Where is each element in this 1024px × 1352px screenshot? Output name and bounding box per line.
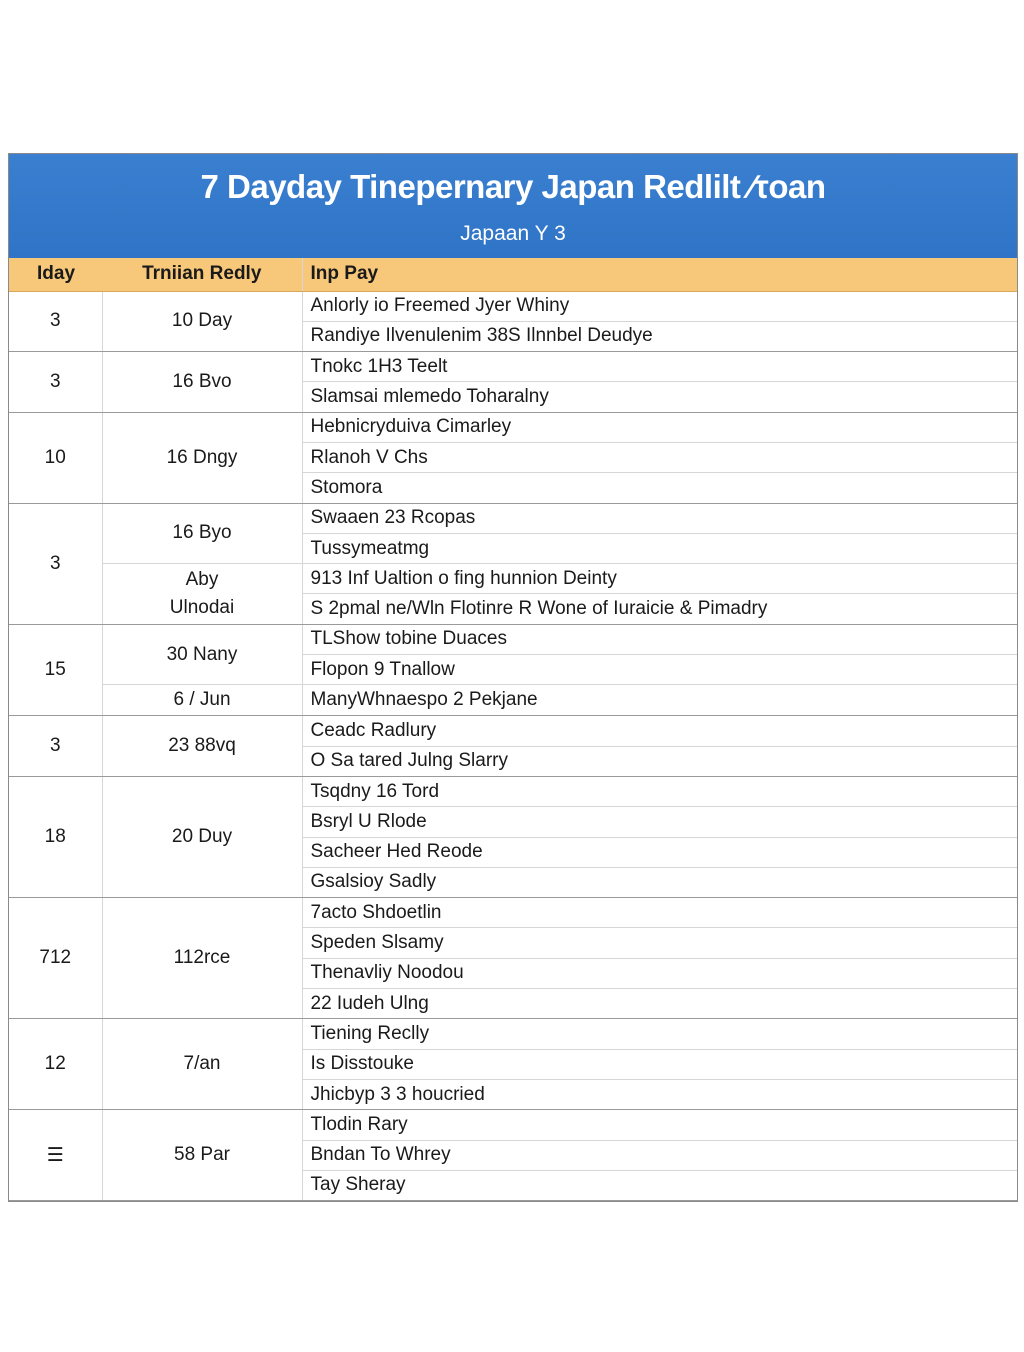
table-row [9, 564, 1017, 594]
activity-cell: Randiye Ilvenulenim 38S Ilnnbel Deudye [302, 321, 1017, 351]
page-subtitle: Japaan Y 3 [460, 222, 566, 245]
itinerary-sheet [8, 153, 1018, 1202]
activity-cell: Swaaen 23 Rcopas [302, 503, 1017, 533]
table-row [9, 685, 1017, 716]
activity-cell: Tussymeatmg [302, 533, 1017, 563]
itinerary-table [9, 258, 1017, 1201]
activity-cell: Speden Slsamy [302, 928, 1017, 958]
activity-cell: Tsqdny 16 Tord [302, 776, 1017, 806]
day-cell: 3 [9, 291, 102, 352]
title-banner [9, 154, 1017, 258]
activity-cell: Jhicbyp 3 3 houcried [302, 1079, 1017, 1109]
table-row [9, 291, 1017, 321]
table-header-row [9, 258, 1017, 291]
day-cell: 10 [9, 412, 102, 503]
activity-cell: Tnokc 1H3 Teelt [302, 352, 1017, 382]
activity-cell: ManyWhnaespo 2 Pekjane [302, 685, 1017, 716]
activity-cell: Bndan To Whrey [302, 1140, 1017, 1170]
table-row [9, 1019, 1017, 1049]
table-row [9, 412, 1017, 442]
table-body [9, 291, 1017, 1201]
day-cell: 3 [9, 352, 102, 413]
train-cell: 16 Dngy [102, 412, 302, 503]
table-row [9, 352, 1017, 382]
table-row [9, 776, 1017, 806]
activity-cell: Tlodin Rary [302, 1110, 1017, 1140]
activity-cell: Tay Sheray [302, 1170, 1017, 1200]
activity-cell: Bsryl U Rlode [302, 807, 1017, 837]
activity-cell: 913 Inf Ualtion o fing hunnion Deinty [302, 564, 1017, 594]
column-header-train: Trniian Redly [102, 258, 302, 291]
train-cell: 7/an [102, 1019, 302, 1110]
table-row [9, 716, 1017, 746]
column-header-day: Iday [9, 258, 102, 291]
day-cell: 3 [9, 716, 102, 777]
train-cell: Aby Ulnodai [102, 564, 302, 625]
train-cell: 16 Byo [102, 503, 302, 564]
activity-cell: 22 Iudeh Ulng [302, 989, 1017, 1019]
activity-cell: Slamsai mlemedo Toharalny [302, 382, 1017, 412]
table-row [9, 503, 1017, 533]
activity-cell: Rlanoh V Chs [302, 442, 1017, 472]
train-cell: 112rce [102, 898, 302, 1019]
train-cell: 23 88vq [102, 716, 302, 777]
train-cell: 58 Par [102, 1110, 302, 1201]
activity-cell: S 2pmal ne/Wln Flotinre R Wone of Iuraicie & Pimadry [302, 594, 1017, 624]
page-title: 7 Dayday Tinepernary Japan Redlilt ∕τoan [200, 168, 826, 205]
day-cell: 712 [9, 898, 102, 1019]
day-cell: 15 [9, 624, 102, 716]
activity-cell: Tiening Reclly [302, 1019, 1017, 1049]
day-cell: 18 [9, 776, 102, 897]
day-cell: 12 [9, 1019, 102, 1110]
activity-cell: Stomora [302, 473, 1017, 503]
activity-cell: Flopon 9 Tnallow [302, 655, 1017, 685]
activity-cell: Anlorly io Freemed Jyer Whiny [302, 291, 1017, 321]
activity-cell: Thenavliy Noodou [302, 958, 1017, 988]
table-row [9, 624, 1017, 654]
day-cell: 3 [9, 503, 102, 624]
activity-cell: Ceadc Radlury [302, 716, 1017, 746]
activity-cell: Is Disstouke [302, 1049, 1017, 1079]
train-cell: 16 Bvo [102, 352, 302, 413]
column-header-activity: Inp Pay [302, 258, 1017, 291]
activity-cell: TLShow tobine Duaces [302, 624, 1017, 654]
activity-cell: 7acto Shdoetlin [302, 898, 1017, 928]
activity-cell: Hebnicryduiva Cimarley [302, 412, 1017, 442]
day-cell: ☰ [9, 1110, 102, 1201]
train-cell: 10 Day [102, 291, 302, 352]
activity-cell: Sacheer Hed Reode [302, 837, 1017, 867]
table-row [9, 1110, 1017, 1140]
train-cell: 30 Nany [102, 624, 302, 685]
activity-cell: Gsalsioy Sadly [302, 867, 1017, 897]
train-cell: 20 Duy [102, 776, 302, 897]
activity-cell: O Sa tared Julng Slarry [302, 746, 1017, 776]
table-row [9, 898, 1017, 928]
train-cell: 6 / Jun [102, 685, 302, 716]
